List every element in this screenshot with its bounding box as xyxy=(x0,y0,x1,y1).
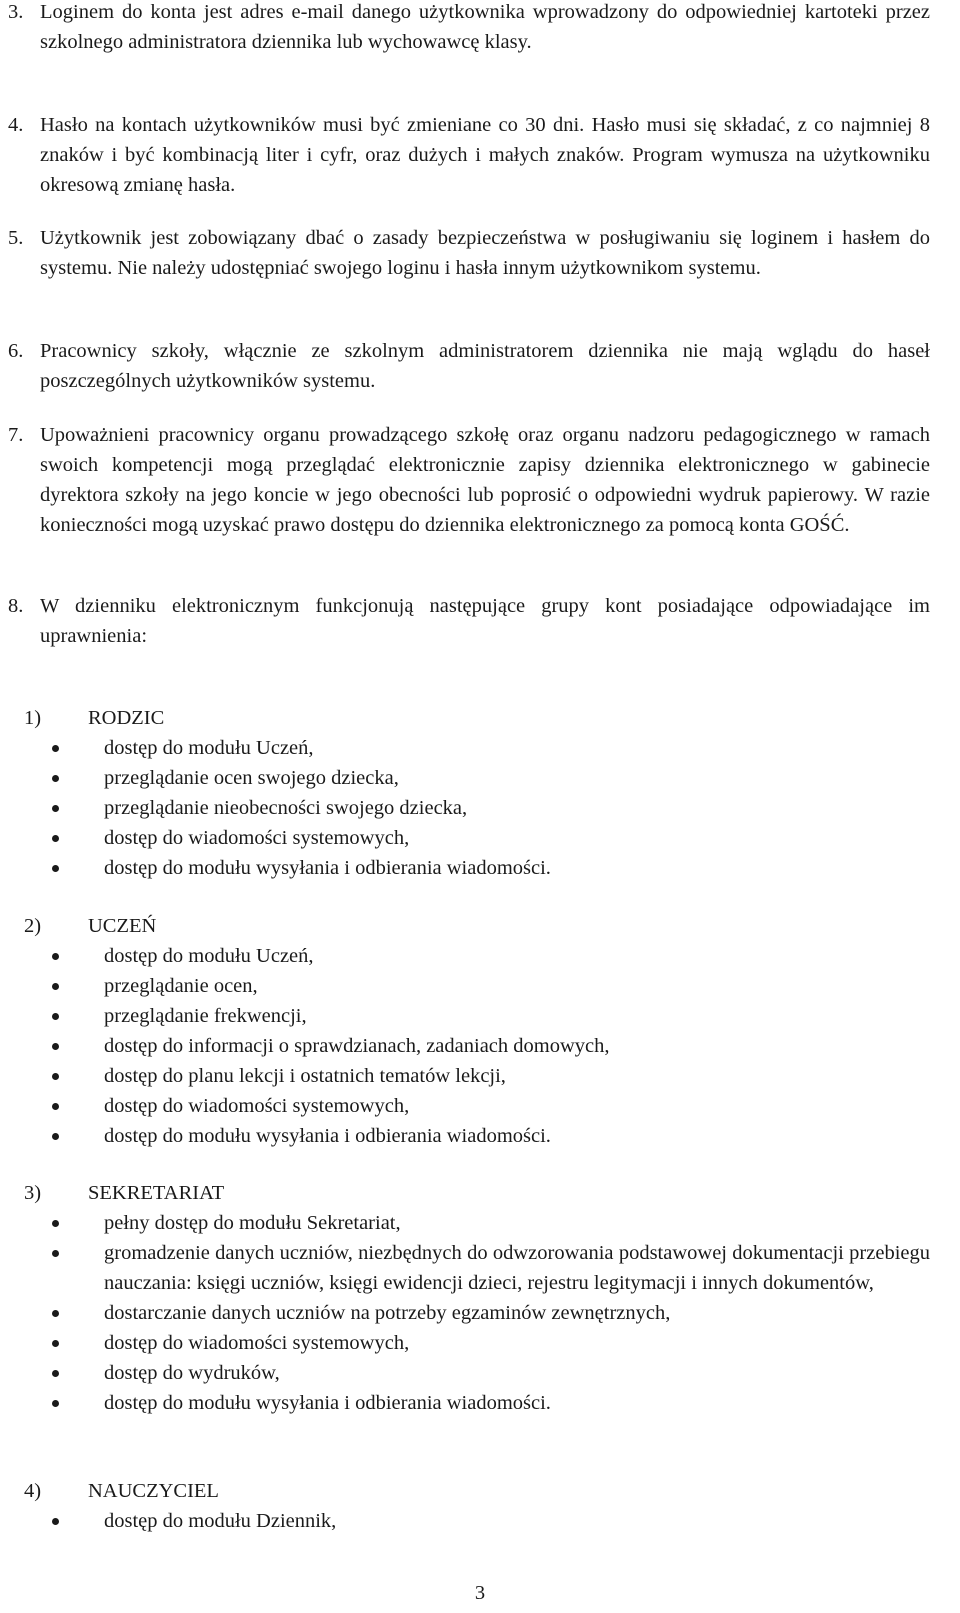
section-uczen-list xyxy=(0,941,960,1151)
bullet-icon xyxy=(52,1013,59,1020)
page-number: 3 xyxy=(474,1582,486,1604)
section-title: SEKRETARIAT xyxy=(88,1182,225,1204)
list-item: dostęp do wiadomości systemowych, xyxy=(0,1328,930,1358)
section-rodzic-list xyxy=(0,733,960,883)
bullet-icon xyxy=(52,1103,59,1110)
bullet-icon xyxy=(52,1133,59,1140)
paragraph-text: Użytkownik jest zobowiązany dbać o zasady bezpieczeństwa w posługiwaniu się loginem i hasłem do systemu. Nie należy udostępniać swojego loginu i hasła innym użytkownikom systemu. xyxy=(40,227,930,279)
list-item: dostarczanie danych uczniów na potrzeby egzaminów zewnętrznych, xyxy=(0,1298,930,1328)
paragraph-text: Pracownicy szkoły, włącznie ze szkolnym administratorem dziennika nie mają wglądu do haseł poszczególnych użytkowników systemu. xyxy=(40,340,930,392)
bullet-icon xyxy=(52,1310,59,1317)
bullet-icon xyxy=(52,1073,59,1080)
bullet-icon xyxy=(52,805,59,812)
list-item: dostęp do modułu Dziennik, xyxy=(0,1506,930,1536)
paragraph-text: Hasło na kontach użytkowników musi być zmieniane co 30 dni. Hasło musi się składać, z co najmniej 8 znaków i być kombinacją liter i cyfr, oraz dużych i małych znaków. Program wymusza na użytkowniku okresową zmianę hasła. xyxy=(40,114,930,196)
section-title: RODZIC xyxy=(88,707,165,729)
list-item: dostęp do wydruków, xyxy=(0,1358,930,1388)
paragraph-text: W dzienniku elektronicznym funkcjonują następujące grupy kont posiadające odpowiadające im uprawnienia: xyxy=(40,595,930,647)
list-item: przeglądanie ocen swojego dziecka, xyxy=(0,763,930,793)
bullet-icon xyxy=(52,745,59,752)
bullet-icon xyxy=(52,835,59,842)
list-item: dostęp do modułu wysyłania i odbierania wiadomości. xyxy=(0,1121,930,1151)
paragraph-number: 5. xyxy=(8,227,24,249)
list-item: dostęp do informacji o sprawdzianach, zadaniach domowych, xyxy=(0,1031,930,1061)
bullet-icon xyxy=(52,983,59,990)
list-item: przeglądanie frekwencji, xyxy=(0,1001,930,1031)
paragraph-number: 4. xyxy=(8,114,24,136)
list-item: dostęp do modułu wysyłania i odbierania wiadomości. xyxy=(0,1388,930,1418)
bullet-icon xyxy=(52,865,59,872)
list-item: dostęp do planu lekcji i ostatnich tematów lekcji, xyxy=(0,1061,930,1091)
list-item: przeglądanie nieobecności swojego dziecka, xyxy=(0,793,930,823)
section-number: 2) xyxy=(24,915,42,937)
bullet-icon xyxy=(52,775,59,782)
list-item: przeglądanie ocen, xyxy=(0,971,930,1001)
paragraph-3 xyxy=(0,0,960,57)
bullet-icon xyxy=(52,953,59,960)
paragraph-6 xyxy=(0,336,960,396)
paragraph-number: 7. xyxy=(8,424,24,446)
list-item: gromadzenie danych uczniów, niezbędnych do odwzorowania podstawowej dokumentacji przebiegu nauczania: księgi uczniów, księgi ewidencji dzieci, rejestru legitymacji i innych dokumentów, xyxy=(0,1238,930,1298)
bullet-icon xyxy=(52,1518,59,1525)
section-title: NAUCZYCIEL xyxy=(88,1480,219,1502)
paragraph-7 xyxy=(0,420,960,540)
bullet-icon xyxy=(52,1340,59,1347)
bullet-icon xyxy=(52,1220,59,1227)
list-item: dostęp do wiadomości systemowych, xyxy=(0,823,930,853)
paragraph-4 xyxy=(0,110,960,200)
section-number: 3) xyxy=(24,1182,42,1204)
paragraph-number: 8. xyxy=(8,595,24,617)
list-item: pełny dostęp do modułu Sekretariat, xyxy=(0,1208,930,1238)
bullet-icon xyxy=(52,1370,59,1377)
paragraph-5 xyxy=(0,223,960,283)
list-item: dostęp do modułu Uczeń, xyxy=(0,733,930,763)
list-item: dostęp do modułu wysyłania i odbierania wiadomości. xyxy=(0,853,930,883)
bullet-icon xyxy=(52,1250,59,1257)
list-item: dostęp do wiadomości systemowych, xyxy=(0,1091,930,1121)
section-number: 4) xyxy=(24,1480,42,1502)
section-nauczyciel-list xyxy=(0,1506,960,1536)
section-number: 1) xyxy=(24,707,42,729)
paragraph-text: Loginem do konta jest adres e-mail danego użytkownika wprowadzony do odpowiedniej kartoteki przez szkolnego administratora dziennika lub wychowawcę klasy. xyxy=(40,1,930,53)
paragraph-number: 6. xyxy=(8,340,24,362)
paragraph-number: 3. xyxy=(8,1,24,23)
bullet-icon xyxy=(52,1043,59,1050)
list-item: dostęp do modułu Uczeń, xyxy=(0,941,930,971)
section-title: UCZEŃ xyxy=(88,915,157,937)
paragraph-8 xyxy=(0,591,960,651)
paragraph-text: Upoważnieni pracownicy organu prowadzącego szkołę oraz organu nadzoru pedagogicznego w ramach swoich kompetencji mogą przeglądać elektronicznie zapisy dziennika elektronicznego w gabinecie dyrektora szkoły na jego koncie w jego obecności lub poprosić o odpowiedni wydruk papierowy. W razie konieczności mogą uzyskać prawo dostępu do dziennika elektronicznego za pomocą konta GOŚĆ. xyxy=(40,424,930,536)
section-sekretariat-list xyxy=(0,1208,960,1418)
bullet-icon xyxy=(52,1400,59,1407)
